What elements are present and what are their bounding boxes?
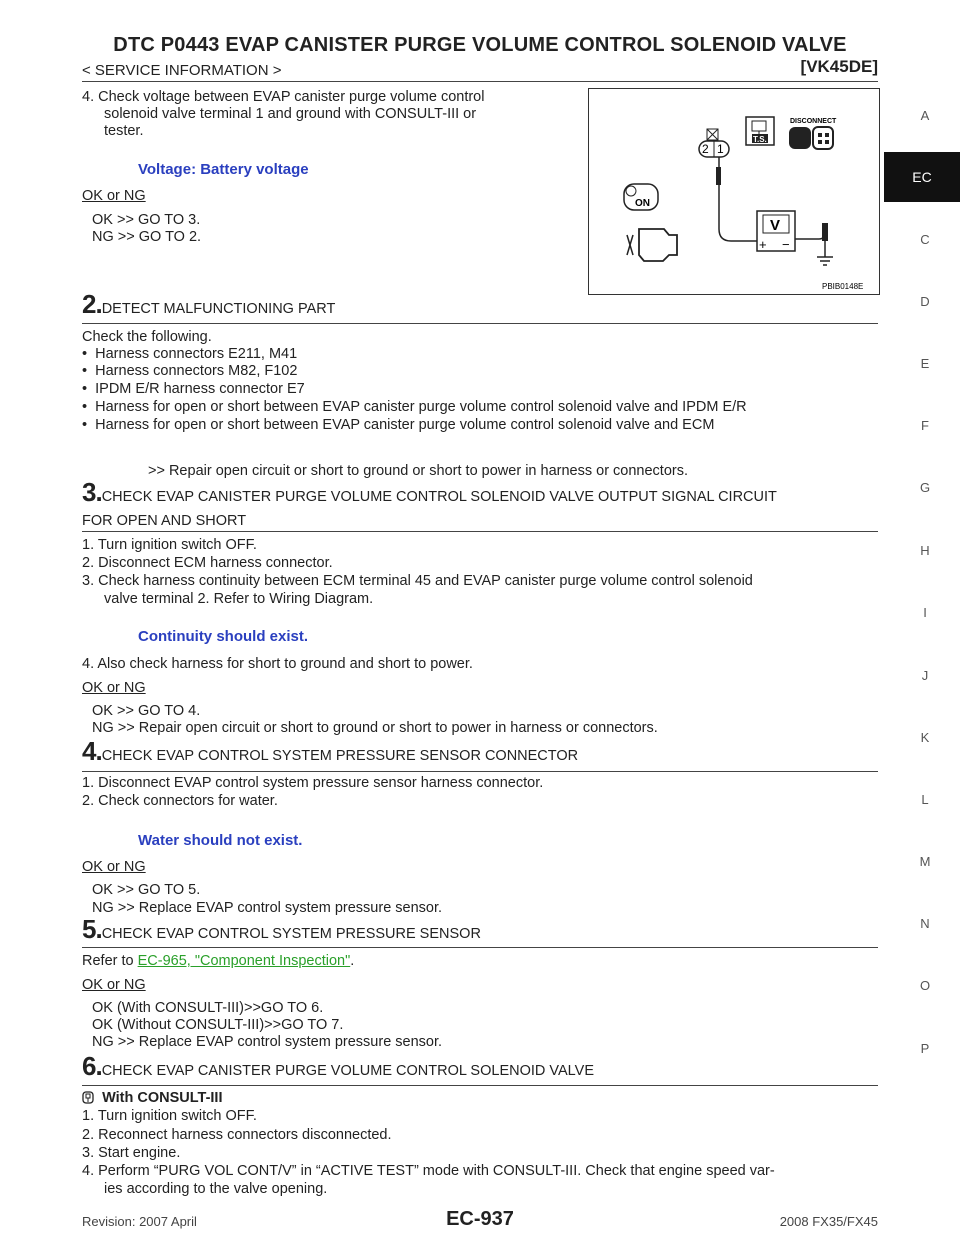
section-rule (82, 1085, 878, 1086)
side-tab-f[interactable]: F (921, 418, 929, 433)
step-number: 4. (82, 736, 102, 766)
ok-or-ng-heading: OK or NG (82, 859, 146, 875)
section-rule (82, 771, 878, 772)
engine-model: [VK45DE] (800, 57, 878, 76)
ok-result: OK >> GO TO 5. (92, 882, 201, 898)
voltage-spec: Voltage: Battery voltage (138, 161, 309, 178)
connector-terminal-1: 1 (717, 142, 724, 156)
step3-line4: 4. Also check harness for short to ground and short to power. (82, 656, 473, 672)
section-rule (82, 323, 878, 324)
step-title: CHECK EVAP CONTROL SYSTEM PRESSURE SENSOR (101, 926, 481, 942)
side-tab-g[interactable]: G (919, 480, 931, 495)
step6-line2: 2. Reconnect harness connectors disconnected. (82, 1127, 392, 1143)
side-tab-ec[interactable]: EC (884, 152, 960, 202)
ok-result: OK >> GO TO 4. (92, 703, 201, 719)
step-4-heading (82, 736, 578, 767)
step4-line1: 1. Disconnect EVAP control system pressure sensor harness connector. (82, 775, 544, 791)
step-2-heading (82, 289, 335, 320)
ground-icon (817, 257, 833, 265)
breadcrumb: < SERVICE INFORMATION > (82, 62, 282, 79)
continuity-spec: Continuity should exist. (138, 628, 309, 645)
component-inspection-link[interactable]: EC-965, "Component Inspection" (137, 953, 351, 969)
voltmeter-minus: − (782, 237, 790, 252)
voltage-check-diagram (589, 89, 879, 294)
step6-line1: 1. Turn ignition switch OFF. (82, 1108, 257, 1124)
ok-result: OK >> GO TO 3. (92, 212, 201, 228)
ng-result: NG >> GO TO 2. (92, 229, 202, 245)
header-rule (82, 81, 878, 82)
consult-icon (82, 1091, 94, 1104)
step-number: 5. (82, 914, 102, 944)
refer-line: Refer to EC-965, "Component Inspection". (82, 953, 355, 969)
step-title: CHECK EVAP CANISTER PURGE VOLUME CONTROL SOLENOID VALVE (101, 1063, 594, 1079)
section-rule (82, 947, 878, 948)
side-tab-i[interactable]: I (923, 605, 927, 620)
step6-line4-cont: ies according to the valve opening. (104, 1181, 328, 1197)
disconnect-connector-icon (789, 127, 833, 149)
side-tab-h[interactable]: H (920, 543, 930, 558)
step-title: CHECK EVAP CONTROL SYSTEM PRESSURE SENSOR CONNECTOR (101, 748, 579, 764)
step4-line1: 4. Check voltage between EVAP canister purge volume control (82, 89, 485, 105)
side-tab-c[interactable]: C (920, 232, 930, 247)
step6-line4: 4. Perform “PURG VOL CONT/V” in “ACTIVE TEST” mode with CONSULT-III. Check that engine speed var- (82, 1163, 775, 1179)
step-title: DETECT MALFUNCTIONING PART (101, 301, 336, 317)
ng-result: NG >> Replace EVAP control system pressure sensor. (92, 900, 443, 916)
side-tab-o[interactable]: O (919, 978, 931, 993)
ok-or-ng-heading: OK or NG (82, 977, 146, 993)
repair-result: >> Repair open circuit or short to ground or short to power in harness or connectors. (148, 463, 689, 479)
side-tab-a[interactable]: A (920, 108, 930, 123)
ts-disconnect-icon (746, 117, 774, 145)
step-5-heading (82, 914, 481, 945)
footer-model: 2008 FX35/FX45 (779, 1214, 878, 1229)
list-item: • IPDM E/R harness connector E7 (82, 381, 305, 397)
voltage-check-figure (588, 88, 880, 295)
ng-result: NG >> Repair open circuit or short to ground or short to power in harness or connectors. (92, 720, 658, 736)
ok-with-consult-result: OK (With CONSULT-III)>>GO TO 6. (92, 1000, 324, 1016)
voltmeter-plus: + (759, 237, 767, 252)
list-item: • Harness connectors E211, M41 (82, 346, 298, 362)
side-tab-j[interactable]: J (921, 668, 929, 683)
connector-terminal-2: 2 (702, 142, 709, 156)
ts-label: T.S. (753, 135, 767, 144)
step4-line3: tester. (104, 123, 144, 139)
side-tab-p[interactable]: P (920, 1041, 930, 1056)
step4-line2: solenoid valve terminal 1 and ground with CONSULT-III or (104, 106, 477, 122)
step-number: 3. (82, 477, 102, 507)
page-number: EC-937 (446, 1208, 514, 1230)
side-tab-e[interactable]: E (920, 356, 930, 371)
voltmeter-label: V (770, 217, 781, 234)
step4-line2: 2. Check connectors for water. (82, 793, 278, 809)
disconnect-label: DISCONNECT (790, 118, 837, 125)
section-rule (82, 531, 878, 532)
engine-running-icon (627, 229, 677, 261)
step-number: 6. (82, 1051, 102, 1081)
ng-result: NG >> Replace EVAP control system pressure sensor. (92, 1034, 443, 1050)
ignition-key-icon (624, 184, 658, 210)
revision-date: Revision: 2007 April (82, 1214, 197, 1229)
figure-code: PBIB0148E (822, 282, 864, 291)
step3-line3-cont: valve terminal 2. Refer to Wiring Diagram. (104, 591, 374, 607)
step3-line3: 3. Check harness continuity between ECM terminal 45 and EVAP canister purge volume control solenoid (82, 573, 753, 589)
side-tab-m[interactable]: M (919, 854, 931, 869)
step-6-heading (82, 1051, 594, 1082)
side-tab-l[interactable]: L (921, 792, 929, 807)
list-item: • Harness connectors M82, F102 (82, 363, 298, 379)
list-item: • Harness for open or short between EVAP canister purge volume control solenoid valve and IPDM E/R (82, 399, 747, 415)
with-consult-heading: With CONSULT-III (82, 1090, 222, 1107)
step-title: CHECK EVAP CANISTER PURGE VOLUME CONTROL SOLENOID VALVE OUTPUT SIGNAL CIRCUIT (101, 489, 777, 505)
step6-line3: 3. Start engine. (82, 1145, 181, 1161)
step-3-heading (82, 477, 882, 508)
side-tab-d[interactable]: D (920, 294, 930, 309)
water-spec: Water should not exist. (138, 832, 303, 849)
check-intro: Check the following. (82, 329, 212, 345)
step-number: 2. (82, 289, 102, 319)
step3-line1: 1. Turn ignition switch OFF. (82, 537, 257, 553)
ok-without-consult-result: OK (Without CONSULT-III)>>GO TO 7. (92, 1017, 344, 1033)
side-tab-n[interactable]: N (920, 916, 930, 931)
list-item: • Harness for open or short between EVAP canister purge volume control solenoid valve and ECM (82, 417, 715, 433)
side-tab-k[interactable]: K (920, 730, 930, 745)
page-title: DTC P0443 EVAP CANISTER PURGE VOLUME CONTROL SOLENOID VALVE (113, 34, 847, 56)
ok-or-ng-heading: OK or NG (82, 680, 146, 696)
step3-line2: 2. Disconnect ECM harness connector. (82, 555, 333, 571)
ok-or-ng-heading: OK or NG (82, 188, 146, 204)
ignition-on-label: ON (635, 198, 650, 209)
step-title-cont: FOR OPEN AND SHORT (82, 513, 247, 529)
